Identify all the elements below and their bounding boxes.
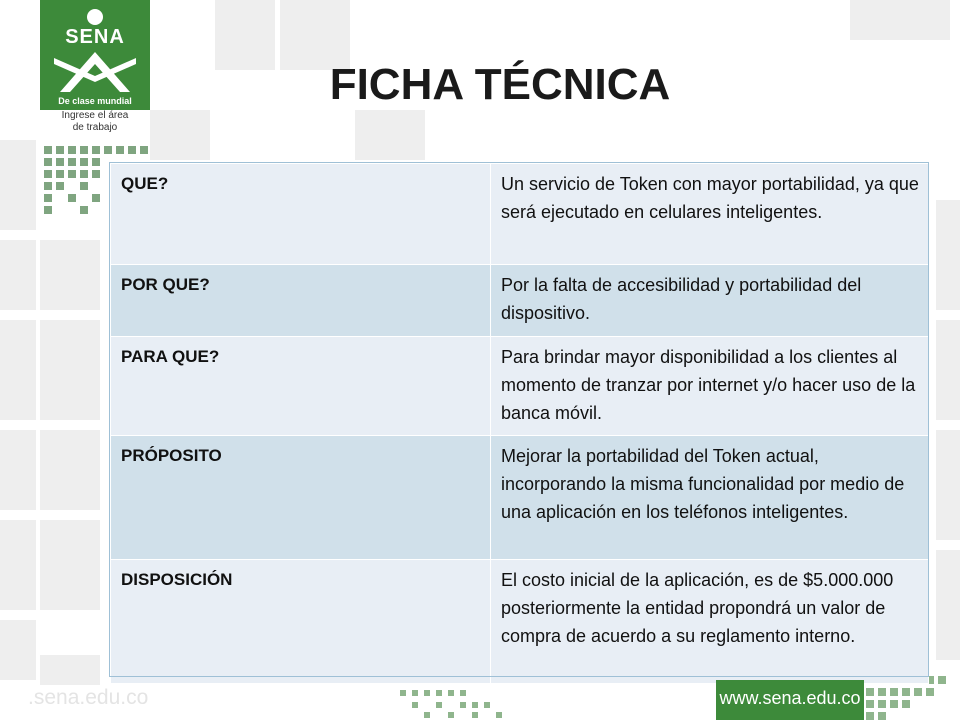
- row-label: PARA QUE?: [111, 337, 491, 436]
- ficha-tecnica-table: [110, 163, 929, 684]
- row-label: DISPOSICIÓN: [111, 560, 491, 684]
- footer-watermark-url: .sena.edu.co: [28, 686, 149, 709]
- sena-emblem-icon: [40, 0, 150, 110]
- row-label: PRÓPOSITO: [111, 436, 491, 560]
- row-label: POR QUE?: [111, 265, 491, 337]
- row-value: El costo inicial de la aplicación, es de $5.000.000 posteriormente la entidad propondrá un valor de compra de acuerdo a su reglamento interno.: [491, 560, 929, 684]
- footer-url: www.sena.edu.co: [719, 688, 861, 708]
- sena-logo: [40, 0, 150, 110]
- logo-brand-text: SENA: [65, 26, 125, 48]
- table-row: [111, 560, 929, 684]
- row-value: Un servicio de Token con mayor portabilidad, ya que será ejecutado en celulares inteligentes.: [491, 164, 929, 265]
- row-value: Mejorar la portabilidad del Token actual, incorporando la misma funcionalidad por medio de una aplicación en los teléfonos inteligentes.: [491, 436, 929, 560]
- table-row: [111, 436, 929, 560]
- table-row: [111, 164, 929, 265]
- row-value: Por la falta de accesibilidad y portabilidad del dispositivo.: [491, 265, 929, 337]
- table-row: [111, 265, 929, 337]
- logo-caption-line1: Ingrese el área: [61, 110, 129, 121]
- logo-caption: [40, 110, 150, 134]
- row-value: Para brindar mayor disponibilidad a los clientes al momento de tranzar por internet y/o hacer uso de la banca móvil.: [491, 337, 929, 436]
- table-row: [111, 337, 929, 436]
- logo-tagline: De clase mundial: [58, 96, 132, 106]
- row-label: QUE?: [111, 164, 491, 265]
- slide-title: FICHA TÉCNICA: [329, 60, 671, 109]
- logo-caption-line2: de trabajo: [72, 122, 118, 133]
